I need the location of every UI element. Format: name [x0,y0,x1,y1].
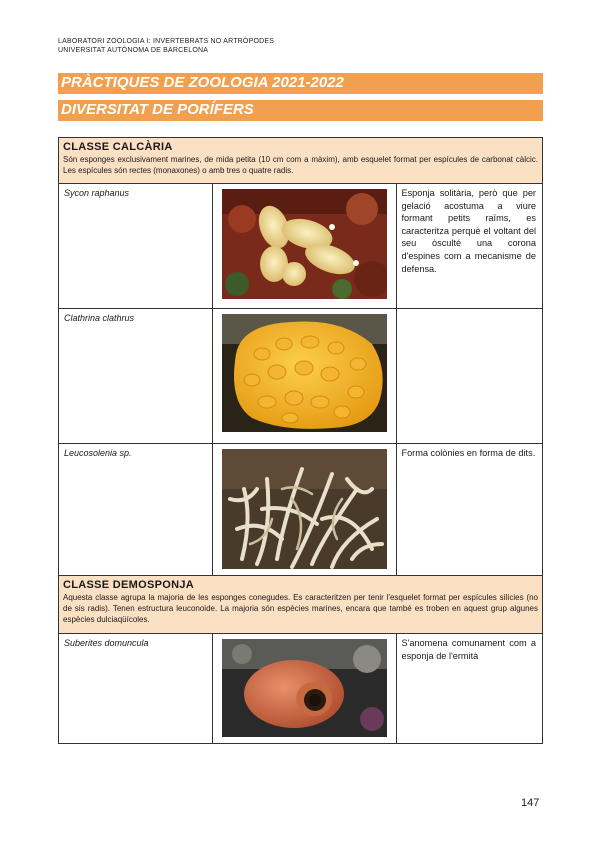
species-description: Esponja solitària, però que per gelació acostuma a viure formant petits raïms, es caracteritza perquè el voltant del seu òsculté una corona d'espines com a mecanisme de defensa. [397,184,543,309]
species-name: Clathrina clathrus [59,309,213,444]
header-university: UNIVERSITAT AUTÒNOMA DE BARCELONA [58,47,209,54]
table-row [59,184,543,309]
class-header-row [59,138,543,184]
class-description: Són esponges exclusivament marines, de mida petita (10 cm com a màxim), amb esquelet format per espícules de carbonat càlcic. Les espícules són rectes (monaxones) o amb tres o quatre radis. [63,155,538,175]
species-description [397,309,543,444]
class-title: CLASSE DEMOSPONJA [63,579,195,591]
page-title: PRÀCTIQUES DE ZOOLOGIA 2021-2022 [58,73,543,94]
species-photo-cell [213,309,397,444]
sycon-raphanus-photo [222,189,387,299]
species-name: Suberites domuncula [59,634,213,744]
class-title: CLASSE CALCÀRIA [63,141,173,153]
table-row [59,309,543,444]
leucosolenia-photo [222,449,387,569]
header-course: LABORATORI ZOOLOGIA I: INVERTEBRATS NO ARTRÒPODES [58,38,275,45]
table-row [59,634,543,744]
species-photo-cell [213,634,397,744]
suberites-domuncula-photo [222,639,387,737]
page-subtitle: DIVERSITAT DE PORÍFERS [58,100,543,121]
table-row [59,444,543,576]
species-description: Forma colònies en forma de dits. [397,444,543,576]
clathrina-clathrus-photo [222,314,387,432]
page-number: 147 [521,797,540,809]
class-header-row [59,576,543,634]
species-table [58,137,543,744]
species-photo-cell [213,444,397,576]
class-description: Aquesta classe agrupa la majoria de les esponges conegudes. Es caracteritzen per tenir l'esquelet format per espícules silícies (no de sis radis). Tenen estructura leuconoide. La majoria són espècies marines, encara que també es troben en aquest grup algunes espècies dulciaqüícoles. [63,593,538,624]
species-description: S'anomena comunament com a esponja de l'ermità [397,634,543,744]
species-name: Sycon raphanus [59,184,213,309]
species-photo-cell [213,184,397,309]
species-name: Leucosolenia sp. [59,444,213,576]
